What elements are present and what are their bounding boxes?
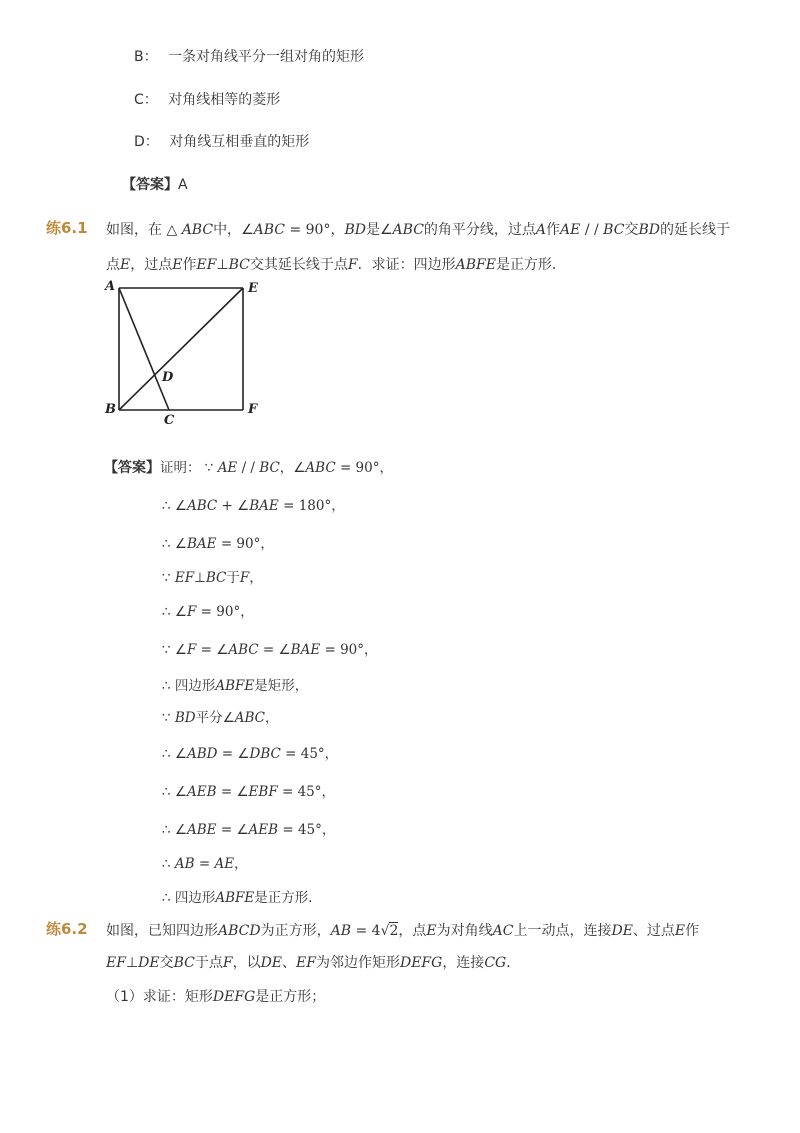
text-segment: 如图，已知四边形 xyxy=(106,923,218,939)
math: BC xyxy=(228,257,250,273)
text-segment: ∵ xyxy=(162,570,175,586)
text-segment: 为正方形， xyxy=(260,923,331,939)
math: = 90°， xyxy=(285,222,345,238)
point-label-e: E xyxy=(248,281,258,296)
text: 作 xyxy=(546,222,561,238)
math-segment: ABE xyxy=(187,822,217,838)
math-segment: F xyxy=(239,570,250,586)
math-segment: ABFE xyxy=(215,678,255,694)
proof-line xyxy=(162,852,248,872)
square-figure xyxy=(100,278,270,428)
text-segment: ，连接 xyxy=(442,955,485,971)
text-segment: ∠ xyxy=(236,784,249,800)
proof-line xyxy=(162,532,274,552)
point-label-d: D xyxy=(162,370,174,385)
math: ABFE xyxy=(455,257,496,273)
math: BD xyxy=(344,222,366,238)
math: EF xyxy=(196,257,217,273)
text: ．求证：四边形 xyxy=(357,257,456,273)
text-segment: 上一动点，连接 xyxy=(513,923,612,939)
math-segment: ABD xyxy=(187,746,218,762)
text-segment: ∴ 四边形 xyxy=(162,678,216,694)
text: 的延长线于 xyxy=(659,222,730,238)
text: 点 xyxy=(106,257,120,273)
text-segment: ， xyxy=(265,710,279,726)
exercise-6-2-label: 练6.2 xyxy=(46,920,88,938)
point-label-a: A xyxy=(105,279,116,294)
option-text: 对角线相等的菱形 xyxy=(168,92,281,108)
angle-symbol: ∠ xyxy=(379,222,393,238)
text: 中， xyxy=(213,222,242,238)
answer-value: A xyxy=(178,177,188,193)
proof-line xyxy=(162,600,254,620)
math-segment: BC xyxy=(259,460,280,476)
math: F xyxy=(347,257,358,273)
text-segment: ∵ xyxy=(162,642,175,658)
math-segment: F xyxy=(187,642,197,658)
math-segment: CG xyxy=(484,955,507,971)
text-segment: ∵ xyxy=(162,710,175,726)
text-segment: ∴ xyxy=(162,536,175,552)
math-segment: BC xyxy=(205,570,227,586)
proof-line xyxy=(162,494,345,514)
proof-line xyxy=(162,706,279,726)
text-segment: 、 xyxy=(282,955,297,971)
text-segment: ∠ xyxy=(236,822,249,838)
text-segment: ∴ xyxy=(162,856,175,872)
math-segment: EBF xyxy=(248,784,278,800)
math-segment: ABC xyxy=(305,460,336,476)
option-sep: ： xyxy=(143,92,158,108)
text-segment: ∴ xyxy=(162,784,175,800)
proof-header xyxy=(104,456,393,477)
math: / / xyxy=(580,222,604,238)
text-segment: ⊥ xyxy=(125,955,139,971)
math-segment: DEFG xyxy=(212,989,256,1005)
proof-line xyxy=(162,674,308,694)
proof-start: 证明： xyxy=(160,460,201,476)
math-segment: 2 xyxy=(389,923,399,939)
exercise-6-2-line-1 xyxy=(106,920,699,940)
math-segment: BAE xyxy=(187,536,217,552)
exercise-6-2-line-2 xyxy=(106,952,520,972)
text-segment: 作 xyxy=(685,923,700,939)
text-segment: ∠ xyxy=(237,746,250,762)
text-segment: ， xyxy=(249,570,263,586)
text: ，过点 xyxy=(130,257,173,273)
text-segment: 于 xyxy=(226,570,240,586)
text-segment: ∠ xyxy=(174,604,187,620)
math: AE xyxy=(560,222,581,238)
option-b xyxy=(134,46,364,66)
math-segment: = xyxy=(194,856,215,872)
proof-first-line xyxy=(205,460,393,476)
math-segment: DE xyxy=(611,923,633,939)
math-segment: EF xyxy=(174,570,195,586)
math-segment: F xyxy=(187,604,197,620)
text-segment: ∠ xyxy=(174,784,187,800)
text-segment: ， xyxy=(279,460,294,476)
text-segment: ∴ xyxy=(162,746,175,762)
math-segment: BC xyxy=(173,955,195,971)
exercise-6-1-line-1 xyxy=(106,219,730,239)
math-segment: + xyxy=(217,498,238,514)
text: 的角平分线，过点 xyxy=(423,222,536,238)
proof-line xyxy=(162,818,335,838)
math-segment: DE xyxy=(138,955,160,971)
point-label-b: B xyxy=(105,402,116,417)
math: A xyxy=(535,222,547,238)
text-segment: 是矩形， xyxy=(254,678,309,694)
math-segment: AEB xyxy=(187,784,217,800)
math-segment: ABFE xyxy=(215,890,255,906)
perp-symbol: ⊥ xyxy=(216,257,229,273)
math-segment: = xyxy=(216,784,237,800)
proof-line xyxy=(162,742,338,762)
text: 作 xyxy=(182,257,197,273)
text-segment: ∠ xyxy=(278,642,291,658)
text-segment: 于点 xyxy=(194,955,223,971)
math-segment: = 45°， xyxy=(277,784,336,800)
math-segment: = xyxy=(258,642,279,658)
previous-answer xyxy=(122,174,188,194)
math-segment: EF xyxy=(106,955,126,971)
text-segment: （1）求证：矩形 xyxy=(106,989,213,1005)
math-segment: / / xyxy=(237,460,260,476)
math: E xyxy=(120,257,131,273)
text-segment: 是正方形． xyxy=(254,890,322,906)
text: 交 xyxy=(624,222,639,238)
math-segment: ABC xyxy=(187,498,218,514)
exercise-6-2-question-1 xyxy=(106,986,325,1006)
math-segment: AEB xyxy=(248,822,279,838)
math-segment: ABC xyxy=(234,710,265,726)
text: 如图，在 xyxy=(106,222,162,238)
text-segment: ∠ xyxy=(174,536,187,552)
math-segment: DEFG xyxy=(399,955,443,971)
math-segment: = 4 xyxy=(351,923,381,939)
text-segment: ∴ 四边形 xyxy=(162,890,216,906)
math-segment: AC xyxy=(492,923,514,939)
option-d xyxy=(134,131,309,151)
math-segment: EF xyxy=(296,955,316,971)
math-segment: AB xyxy=(174,856,195,872)
math: ABC xyxy=(392,222,424,238)
option-sep: ： xyxy=(144,134,159,150)
math-segment: = 90°， xyxy=(216,536,274,552)
text: 交其延长线于点 xyxy=(249,257,348,273)
math-segment: E xyxy=(674,923,686,939)
math: E xyxy=(172,257,183,273)
math-segment: BD xyxy=(174,710,196,726)
text-segment: 交 xyxy=(159,955,174,971)
math-segment: = 180°， xyxy=(278,498,345,514)
proof-line xyxy=(162,638,378,658)
text-segment: ∠ xyxy=(237,498,250,514)
math-segment: AB xyxy=(330,923,352,939)
math-segment: = xyxy=(217,746,238,762)
math: BC xyxy=(603,222,625,238)
math-segment: = 90°， xyxy=(335,460,393,476)
angle-symbol: ∠ xyxy=(241,222,254,238)
math-segment: DBC xyxy=(249,746,281,762)
text: 是 xyxy=(365,222,380,238)
proof-line xyxy=(162,886,322,906)
text-segment: 为对角线 xyxy=(436,923,493,939)
option-letter: B xyxy=(134,49,144,65)
math-segment: DE xyxy=(260,955,283,971)
text-segment: ∴ xyxy=(162,604,175,620)
option-text: 一条对角线平分一组对角的矩形 xyxy=(168,49,365,65)
math-segment: √ xyxy=(380,923,390,939)
math: ABC xyxy=(181,222,214,238)
math-segment: BAE xyxy=(290,642,321,658)
option-letter: C xyxy=(134,92,144,108)
text-segment: ∠ xyxy=(222,710,235,726)
text-segment: ，以 xyxy=(232,955,261,971)
math-segment: AE xyxy=(214,856,235,872)
option-sep: ： xyxy=(143,49,158,65)
text-segment: ∴ xyxy=(162,822,175,838)
text-segment: ， xyxy=(234,856,248,872)
text-segment: ． xyxy=(506,955,521,971)
segment-ac xyxy=(119,288,169,410)
point-label-c: C xyxy=(164,413,175,428)
math-segment: E xyxy=(426,923,437,939)
text-segment: ⊥ xyxy=(194,570,206,586)
text-segment: ∠ xyxy=(216,642,229,658)
text-segment: 为邻边作矩形 xyxy=(315,955,400,971)
exercise-6-1-line-2 xyxy=(106,254,566,274)
option-letter: D xyxy=(134,134,145,150)
text-segment: ∠ xyxy=(174,746,187,762)
math: ABC xyxy=(253,222,285,238)
math-segment: BAE xyxy=(249,498,279,514)
proof-line xyxy=(162,780,335,800)
text-segment: ∠ xyxy=(174,498,187,514)
point-label-f: F xyxy=(248,402,258,417)
math-segment: = 90°， xyxy=(320,642,378,658)
text-segment: ，点 xyxy=(398,923,427,939)
proof-line xyxy=(162,566,263,586)
text-segment: 、过点 xyxy=(632,923,675,939)
math-segment: = 45°， xyxy=(278,822,336,838)
answer-label: 【答案】 xyxy=(122,177,178,193)
segment-be xyxy=(119,288,243,410)
option-text: 对角线互相垂直的矩形 xyxy=(169,134,310,150)
text-segment: ∠ xyxy=(174,822,187,838)
text: 是正方形． xyxy=(495,257,566,273)
math-segment: AE xyxy=(217,460,238,476)
text-segment: 是正方形； xyxy=(255,989,326,1005)
answer-label: 【答案】 xyxy=(104,460,160,476)
text-segment: ∠ xyxy=(174,642,187,658)
option-c xyxy=(134,89,280,109)
text-segment: ∠ xyxy=(293,460,306,476)
math-segment: = 45°， xyxy=(280,746,339,762)
exercise-6-1-label: 练6.1 xyxy=(46,219,88,237)
text-segment: ∵ xyxy=(204,460,218,476)
math: BD xyxy=(638,222,660,238)
triangle-symbol: △ xyxy=(166,222,178,238)
math-segment: F xyxy=(222,955,233,971)
math-segment: ABC xyxy=(228,642,259,658)
math-segment: = 90°， xyxy=(196,604,254,620)
text-segment: ∴ xyxy=(162,498,175,514)
math-segment: = xyxy=(196,642,217,658)
math-segment: = xyxy=(216,822,237,838)
text-segment: 平分 xyxy=(195,710,223,726)
math-segment: ABCD xyxy=(218,923,261,939)
